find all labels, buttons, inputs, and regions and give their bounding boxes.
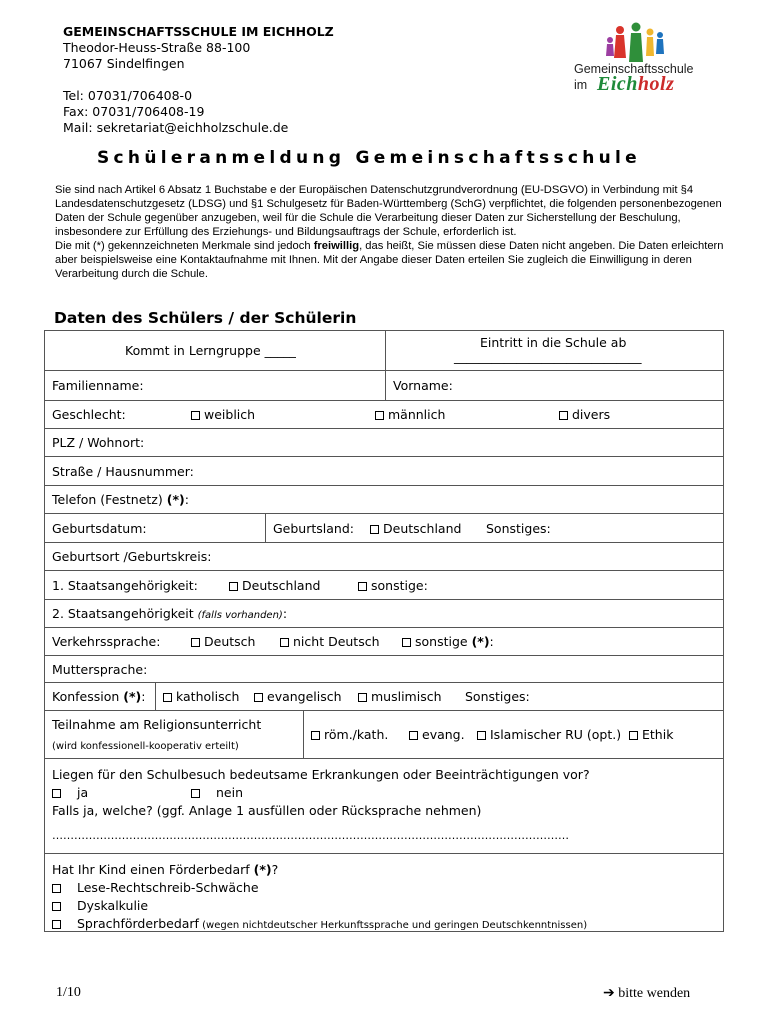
- staat1-sonstige-option[interactable]: sonstige:: [358, 578, 428, 593]
- divers-checkbox[interactable]: [559, 411, 568, 420]
- staat1-sonstige-checkbox[interactable]: [358, 582, 367, 591]
- weiblich-option[interactable]: weiblich: [191, 407, 255, 422]
- maennlich-option[interactable]: männlich: [375, 407, 445, 422]
- school-address-block: [63, 24, 334, 136]
- telefon-label: Telefon (Festnetz) (*):: [52, 492, 189, 507]
- row-foerderbedarf: [44, 854, 724, 932]
- konfession-options: [155, 683, 723, 710]
- school-tel: Tel: 07031/706408-0: [63, 88, 193, 103]
- familienname-field[interactable]: [45, 371, 385, 400]
- ethik-option[interactable]: Ethik: [629, 727, 673, 742]
- geburtsland-sonstiges-label: Sonstiges:: [486, 521, 551, 536]
- sprachfoerderbedarf-option[interactable]: Sprachförderbedarf (wegen nichtdeutscher Herkunftssprache und geringen Deutschkenntnissen): [52, 916, 587, 931]
- staat2-field[interactable]: [44, 600, 724, 628]
- erkrankung-nein-option[interactable]: nein: [191, 785, 243, 800]
- erkrankung-welche-label: Falls ja, welche? (ggf. Anlage 1 ausfüllen oder Rücksprache nehmen): [52, 803, 482, 818]
- verkehr-sonstige-option[interactable]: sonstige (*):: [402, 634, 494, 649]
- weiblich-checkbox[interactable]: [191, 411, 200, 420]
- lrs-checkbox[interactable]: [52, 884, 61, 893]
- school-mail: Mail: sekretariat@eichholzschule.de: [63, 120, 289, 135]
- privacy-notice: [55, 183, 735, 281]
- maennlich-checkbox[interactable]: [375, 411, 384, 420]
- religion-label-cell: [45, 711, 303, 758]
- dyskalkulie-option[interactable]: Dyskalkulie: [52, 898, 148, 913]
- eintritt-label: Eintritt in die Schule ab: [480, 335, 627, 350]
- muttersprache-label: Muttersprache:: [52, 662, 148, 677]
- lrs-option[interactable]: Lese-Rechtschreib-Schwäche: [52, 880, 259, 895]
- row-name: [44, 371, 724, 401]
- strasse-label: Straße / Hausnummer:: [52, 464, 194, 479]
- katholisch-checkbox[interactable]: [163, 693, 172, 702]
- geburtsort-label: Geburtsort /Geburtskreis:: [52, 549, 212, 564]
- muslimisch-checkbox[interactable]: [358, 693, 367, 702]
- foerderbedarf-question: Hat Ihr Kind einen Förderbedarf (*)?: [52, 862, 279, 877]
- lerngruppe-label: Kommt in Lerngruppe _____: [125, 343, 296, 358]
- ethik-checkbox[interactable]: [629, 731, 638, 740]
- row-geburt: [44, 514, 724, 543]
- plz-label: PLZ / Wohnort:: [52, 435, 145, 450]
- row-geschlecht: [44, 401, 724, 429]
- geburtsdatum-field[interactable]: [45, 514, 265, 542]
- rk-checkbox[interactable]: [311, 731, 320, 740]
- erkrankungen-question: Liegen für den Schulbesuch bedeutsame Erkrankungen oder Beeinträchtigungen vor?: [52, 767, 590, 782]
- ev-option[interactable]: evang.: [409, 727, 465, 742]
- registration-form: [44, 330, 724, 932]
- konfession-label: Konfession (*):: [52, 689, 146, 704]
- islam-checkbox[interactable]: [477, 731, 486, 740]
- katholisch-option[interactable]: katholisch: [163, 689, 239, 704]
- section-title: Daten des Schülers / der Schülerin: [54, 309, 357, 327]
- familienname-label: Familienname:: [52, 378, 144, 393]
- erkrankung-ja-checkbox[interactable]: [52, 789, 61, 798]
- islam-option[interactable]: Islamischer RU (opt.): [477, 727, 621, 742]
- school-fax: Fax: 07031/706408-19: [63, 104, 205, 119]
- logo-text-line1: Gemeinschaftsschule: [574, 62, 694, 76]
- vorname-label: Vorname:: [393, 378, 453, 393]
- page-title: Schüleranmeldung Gemeinschaftsschule: [97, 148, 641, 168]
- lerngruppe-cell[interactable]: [45, 331, 385, 370]
- privacy-notice-p1: Sie sind nach Artikel 6 Absatz 1 Buchstabe e der Europäischen Datenschutzgrundverordnung (EU-DSGVO) in Verbindung mit §4 Landesdatenschutzgesetz (LDSG) und §1 Schulgesetz für Baden-Württemberg (SchG) verpflichtet, die folgenden personenbezogenen Daten der Schule gegenüber anzugeben, weil für die Schule die Verarbeitung dieser Daten zur Sicherstellung der Beschulung, insbesondere zur Erfüllung des Erziehungs- und Bildungsauftrags der Schule, erforderlich ist.: [55, 184, 722, 238]
- evangelisch-option[interactable]: evangelisch: [254, 689, 342, 704]
- verkehr-nicht-deutsch-option[interactable]: nicht Deutsch: [280, 634, 380, 649]
- strasse-field[interactable]: [44, 457, 724, 486]
- rk-option[interactable]: röm./kath.: [311, 727, 388, 742]
- eintritt-line: ______________________________: [454, 349, 642, 364]
- staat1-label: 1. Staatsangehörigkeit:: [52, 578, 198, 593]
- erkrankung-nein-checkbox[interactable]: [191, 789, 200, 798]
- muslimisch-option[interactable]: muslimisch: [358, 689, 442, 704]
- row-staat1[interactable]: [44, 571, 724, 600]
- telefon-field[interactable]: [44, 486, 724, 514]
- verkehr-deutsch-option[interactable]: Deutsch: [191, 634, 255, 649]
- geburtsdatum-label: Geburtsdatum:: [52, 521, 147, 536]
- row-verkehrssprache: [44, 628, 724, 656]
- row-konfession: [44, 683, 724, 711]
- staat1-deutschland-checkbox[interactable]: [229, 582, 238, 591]
- staat2-label: 2. Staatsangehörigkeit (falls vorhanden):: [52, 606, 288, 621]
- page-number: 1/10: [56, 985, 81, 1000]
- sprachfoerderbedarf-checkbox[interactable]: [52, 920, 61, 929]
- geschlecht-label: Geschlecht:: [52, 407, 126, 422]
- konfession-sonstiges-label: Sonstiges:: [465, 689, 530, 704]
- verkehrssprache-label: Verkehrssprache:: [52, 634, 161, 649]
- school-city: 71067 Sindelfingen: [63, 56, 185, 71]
- geburtsland-deutschland-checkbox[interactable]: [370, 525, 379, 534]
- plz-field[interactable]: [44, 429, 724, 457]
- erkrankung-ja-option[interactable]: ja: [52, 785, 88, 800]
- verkehr-nicht-deutsch-checkbox[interactable]: [280, 638, 289, 647]
- ev-checkbox[interactable]: [409, 731, 418, 740]
- logo-text-line2: im: [574, 78, 588, 92]
- religion-options: [303, 711, 723, 758]
- vorname-field[interactable]: [385, 371, 723, 400]
- geburtsland-field[interactable]: [265, 514, 723, 542]
- privacy-notice-p2: Die mit (*) gekennzeichneten Merkmale sind jedoch freiwillig, das heißt, Sie müssen diese Daten nicht angeben. Die Daten erleichtern aber beispielsweise eine Kontaktaufnahme mit Ihnen. Mit der Angabe dieser Daten erteilen Sie zugleich die Einwilligung in deren Verarbeitung durch die Schule.: [55, 240, 724, 280]
- turn-page-hint: ➔ bitte wenden: [603, 986, 691, 1001]
- verkehr-sonstige-checkbox[interactable]: [402, 638, 411, 647]
- eintritt-cell[interactable]: [385, 331, 723, 370]
- evangelisch-checkbox[interactable]: [254, 693, 263, 702]
- logo-eichholz: Eichholz: [597, 73, 675, 95]
- konfession-label-cell: [45, 683, 155, 710]
- row-erkrankungen: [44, 759, 724, 854]
- verkehr-deutsch-checkbox[interactable]: [191, 638, 200, 647]
- dyskalkulie-checkbox[interactable]: [52, 902, 61, 911]
- geburtsort-field[interactable]: [44, 543, 724, 571]
- divers-option[interactable]: divers: [559, 407, 610, 422]
- erkrankung-answer-line[interactable]: ……………………………………………………………………………………………………………………………: [52, 829, 569, 842]
- row-religion: [44, 711, 724, 759]
- row-lerngruppe: [44, 330, 724, 371]
- muttersprache-field[interactable]: [44, 656, 724, 683]
- staat1-deutschland-option[interactable]: Deutschland: [229, 578, 320, 593]
- religion-note: (wird konfessionell-kooperativ erteilt): [52, 741, 239, 752]
- religion-label: Teilnahme am Religionsunterricht: [52, 717, 262, 732]
- geburtsland-label: Geburtsland:: [273, 521, 354, 536]
- school-name: GEMEINSCHAFTSSCHULE IM EICHHOLZ: [63, 24, 334, 39]
- school-street: Theodor-Heuss-Straße 88-100: [63, 40, 251, 55]
- geburtsland-deutschland-option[interactable]: Deutschland: [370, 521, 461, 536]
